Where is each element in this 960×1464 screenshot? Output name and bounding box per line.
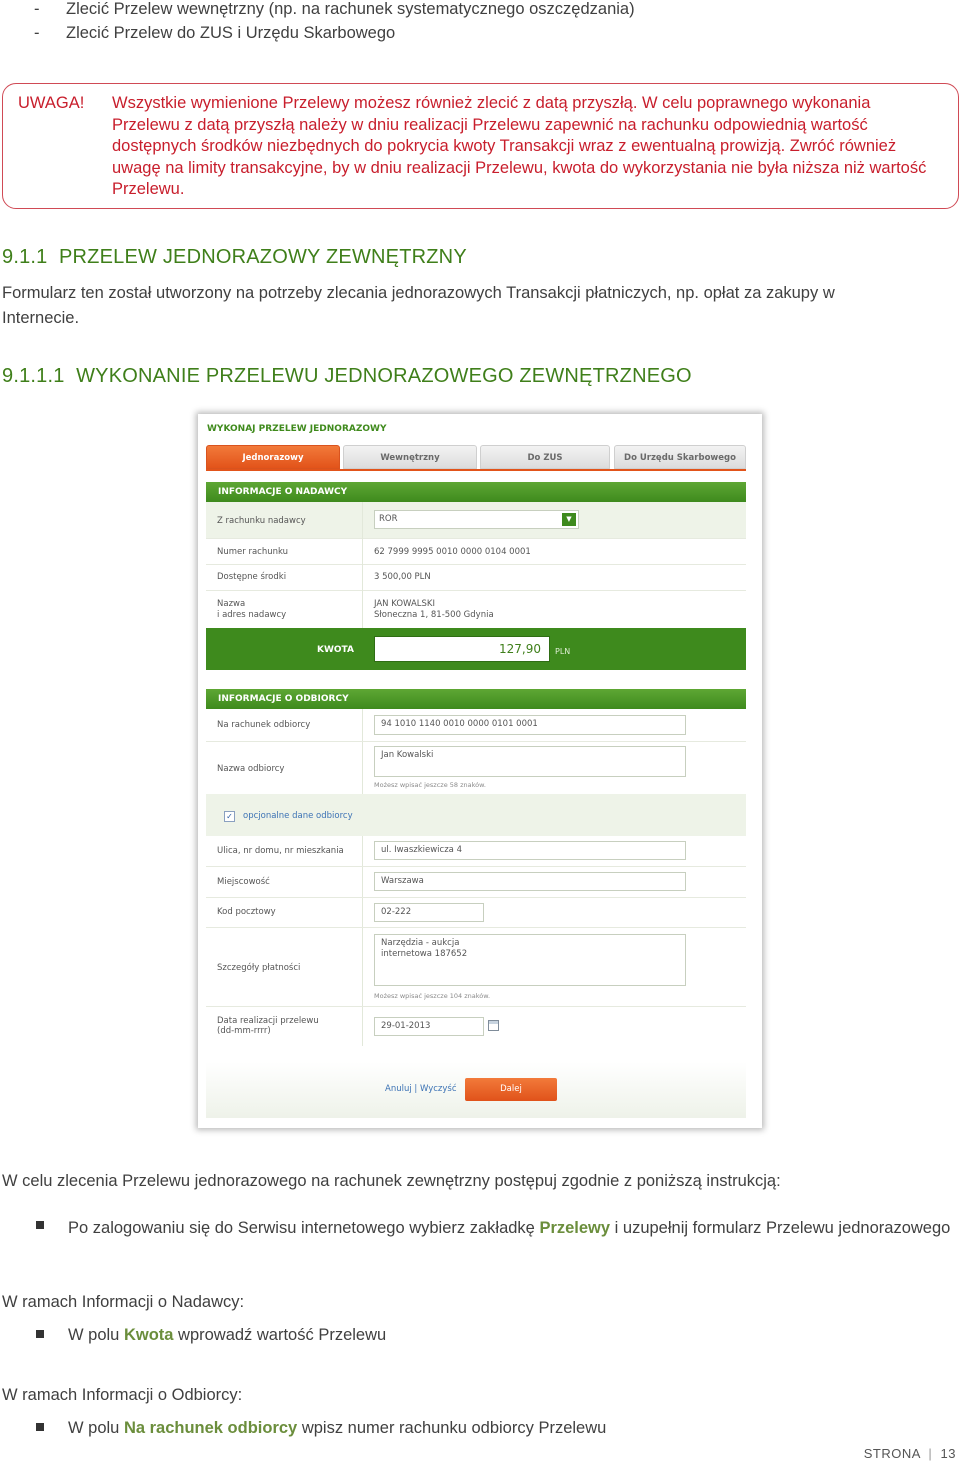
list-item-text: Zlecić Przelew wewnętrzny (np. na rachunek systematycznego oszczędzania) bbox=[66, 0, 635, 18]
warning-label: UWAGA! bbox=[18, 94, 85, 112]
from-account-select[interactable] bbox=[374, 510, 579, 529]
step-text: W polu bbox=[68, 1326, 124, 1344]
tab-underline bbox=[206, 469, 746, 471]
next-button[interactable]: Dalej bbox=[465, 1078, 557, 1101]
tab-jednorazowy[interactable]: Jednorazowy bbox=[206, 445, 340, 469]
city-label: Miejscowość bbox=[217, 877, 270, 887]
row-divider bbox=[206, 866, 746, 867]
section-number: 9.1.1.1 bbox=[2, 365, 65, 387]
currency-label: PLN bbox=[555, 647, 571, 656]
section-number: 9.1.1 bbox=[2, 246, 48, 268]
instruction-step-3 bbox=[68, 1419, 606, 1438]
row-divider bbox=[206, 927, 746, 928]
chevron-down-icon[interactable]: ▼ bbox=[562, 513, 576, 526]
payment-details-label: Szczegóły płatności bbox=[217, 963, 301, 973]
postcode-label: Kod pocztowy bbox=[217, 907, 276, 917]
instruction-step-2 bbox=[68, 1326, 386, 1345]
amount-label: KWOTA bbox=[317, 645, 354, 655]
available-funds-label: Dostępne środki bbox=[217, 572, 287, 582]
execution-date-input[interactable]: 29-01-2013 bbox=[374, 1017, 484, 1036]
page-number: 13 bbox=[940, 1446, 956, 1461]
section-title: PRZELEW JEDNORAZOWY ZEWNĘTRZNY bbox=[59, 246, 467, 268]
sender-section-header: INFORMACJE O NADAWCY bbox=[206, 482, 746, 502]
subsection-heading bbox=[2, 365, 692, 388]
recipient-section-header: INFORMACJE O ODBIORCY bbox=[206, 689, 746, 709]
step-text: wprowadź wartość Przelewu bbox=[173, 1326, 387, 1344]
sender-name-line: JAN KOWALSKI bbox=[374, 599, 435, 609]
tab-do-urzedu-skarbowego[interactable]: Do Urzędu Skarbowego bbox=[614, 445, 746, 469]
intro-list-item: - Zlecić Przelew wewnętrzny (np. na rachunek systematycznego oszczędzania) bbox=[34, 0, 635, 18]
step-text: wpisz numer rachunku odbiorcy Przelewu bbox=[297, 1419, 607, 1437]
transfer-form-screenshot bbox=[198, 414, 762, 1128]
row-divider bbox=[206, 538, 746, 539]
optional-data-checkbox[interactable]: ✓ bbox=[224, 811, 235, 822]
recipient-account-input[interactable]: 94 1010 1140 0010 0000 0101 0001 bbox=[374, 715, 686, 735]
page-label: STRONA bbox=[863, 1446, 921, 1461]
instruction-step-1 bbox=[68, 1216, 958, 1241]
recipient-name-hint: Możesz wpisać jeszcze 58 znaków. bbox=[374, 781, 486, 789]
city-input[interactable]: Warszawa bbox=[374, 872, 686, 891]
date-format-hint: (dd-mm-rrrr) bbox=[217, 1026, 271, 1036]
tab-do-zus[interactable]: Do ZUS bbox=[480, 445, 610, 469]
column-divider bbox=[362, 836, 363, 1046]
bullet-marker bbox=[36, 1330, 44, 1338]
from-account-label: Z rachunku nadawcy bbox=[217, 516, 306, 526]
date-label-line: Data realizacji przelewu bbox=[217, 1016, 319, 1026]
form-title: WYKONAJ PRZELEW JEDNORAZOWY bbox=[207, 424, 387, 434]
column-divider bbox=[362, 709, 363, 794]
section-heading bbox=[2, 246, 467, 269]
execution-date-label bbox=[217, 1016, 319, 1036]
instruction-intro: W celu zlecenia Przelewu jednorazowego na rachunek zewnętrzny postępuj zgodnie z poniższą instrukcją: bbox=[2, 1172, 781, 1190]
column-divider bbox=[362, 502, 363, 628]
sender-address-line: Słoneczna 1, 81-500 Gdynia bbox=[374, 610, 494, 620]
bullet-marker bbox=[36, 1221, 44, 1229]
row-divider bbox=[206, 1006, 746, 1007]
warning-text: Wszystkie wymienione Przelewy możesz również zlecić z datą przyszłą. W celu poprawnego wykonania Przelewu z datą przyszłą należy w dniu realizacji Przelewu zapewnić na rachunku odpowiednią wartość dostępnych środków niezbędnych do pokrycia kwoty Transakcji wraz z ewentualną prowizją. Zwróć również uwagę na limity transakcyjne, by w dniu realizacji Przelewu, kwota do wykorzystania nie była niższa niż wartość Przelewu. bbox=[112, 94, 927, 198]
available-funds-value: 3 500,00 PLN bbox=[374, 572, 431, 582]
tab-wewnetrzny[interactable]: Wewnętrzny bbox=[343, 445, 477, 469]
recipient-name-input[interactable]: Jan Kowalski bbox=[374, 746, 686, 777]
step-text: W polu bbox=[68, 1419, 124, 1437]
postcode-input[interactable]: 02-222 bbox=[374, 903, 484, 922]
step-text: Po zalogowaniu się do Serwisu internetowego wybierz zakładkę bbox=[68, 1219, 540, 1237]
street-label: Ulica, nr domu, nr mieszkania bbox=[217, 846, 344, 856]
section-body: Formularz ten został utworzony na potrzeby zlecania jednorazowych Transakcji płatniczych, np. opłat za zakupy w Internecie. bbox=[2, 284, 835, 327]
recipient-heading: W ramach Informacji o Odbiorcy: bbox=[2, 1386, 243, 1404]
recipient-name-label: Nazwa odbiorcy bbox=[217, 764, 285, 774]
from-account-value: ROR bbox=[379, 514, 398, 524]
payment-details-hint: Możesz wpisać jeszcze 104 znaków. bbox=[374, 992, 491, 1000]
section-title: WYKONANIE PRZELEWU JEDNORAZOWEGO ZEWNĘTRZNEGO bbox=[76, 365, 692, 387]
list-item-text: Zlecić Przelew do ZUS i Urzędu Skarbowego bbox=[66, 24, 396, 42]
row-divider bbox=[206, 897, 746, 898]
step-text: i uzupełnij formularz Przelewu jednorazowego bbox=[610, 1219, 951, 1237]
step-keyword: Na rachunek odbiorcy bbox=[123, 1419, 298, 1437]
payment-details-line: Narzędzia - aukcja bbox=[381, 938, 460, 948]
row-divider bbox=[206, 590, 746, 591]
sender-name-label bbox=[217, 599, 286, 621]
row-divider bbox=[206, 741, 746, 742]
payment-details-input[interactable] bbox=[374, 934, 686, 986]
sender-name-label-line: Nazwa bbox=[217, 599, 246, 609]
cancel-clear-link[interactable]: Anuluj | Wyczyść bbox=[385, 1084, 457, 1094]
street-input[interactable]: ul. Iwaszkiewicza 4 bbox=[374, 841, 686, 860]
recipient-account-label: Na rachunek odbiorcy bbox=[217, 720, 311, 730]
step-keyword: Kwota bbox=[123, 1326, 174, 1344]
row-divider bbox=[206, 564, 746, 565]
step-keyword: Przelewy bbox=[539, 1219, 611, 1237]
bullet-marker bbox=[36, 1423, 44, 1431]
account-number-label: Numer rachunku bbox=[217, 547, 289, 557]
payment-details-line: internetowa 187652 bbox=[381, 949, 468, 959]
sender-name-value bbox=[374, 599, 494, 621]
sender-heading: W ramach Informacji o Nadawcy: bbox=[2, 1293, 245, 1311]
page-footer: STRONA | 13 bbox=[863, 1446, 956, 1461]
account-number-value: 62 7999 9995 0010 0000 0104 0001 bbox=[374, 547, 531, 557]
intro-list-item: - Zlecić Przelew do ZUS i Urzędu Skarbowego bbox=[34, 24, 396, 42]
calendar-icon[interactable] bbox=[488, 1020, 499, 1031]
optional-data-label[interactable]: opcjonalne dane odbiorcy bbox=[243, 811, 353, 821]
amount-input[interactable]: 127,90 bbox=[374, 636, 550, 662]
sender-name-label-line: i adres nadawcy bbox=[217, 610, 287, 620]
